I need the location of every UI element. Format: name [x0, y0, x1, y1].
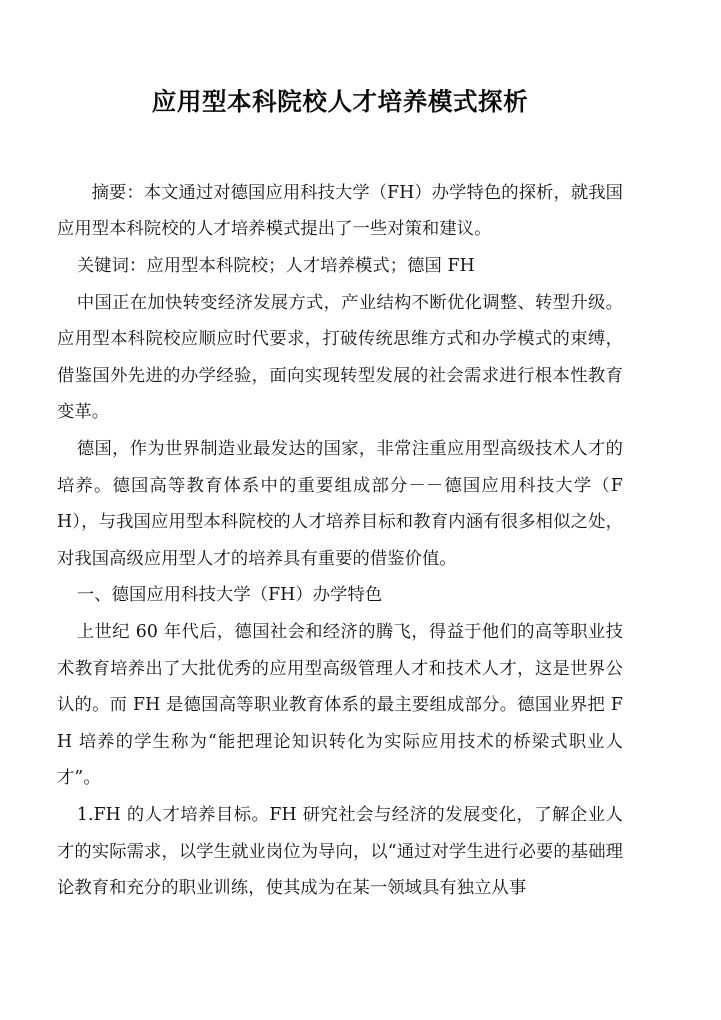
- document-body: [57, 0, 623, 907]
- abstract-paragraph: 摘要：本文通过对德国应用科技大学（FH）办学特色的探析，就我国应用型本科院校的人才培养模式提出了一些对策和建议。: [57, 182, 623, 240]
- body-paragraph-2: 德国，作为世界制造业最发达的国家，非常注重应用型高级技术人才的培养。德国高等教育体系中的重要组成部分－－德国应用科技大学（FH），与我国应用型本科院校的人才培养目标和教育内涵有很多相似之处，对我国高级应用型人才的培养具有重要的借鉴价值。: [57, 439, 623, 569]
- keywords-paragraph: 关键词：应用型本科院校；人才培养模式；德国 FH: [76, 256, 475, 277]
- subsection-paragraph-1: 1.FH 的人才培养目标。FH 研究社会与经济的发展变化，了解企业人才的实际需求，以学生就业岗位为导向，以“通过对学生进行必要的基础理论教育和充分的职业训练，使其成为在某一领域具有独立从事: [57, 804, 623, 899]
- section-heading-1: 一、德国应用科技大学（FH）办学特色: [76, 585, 383, 606]
- body-paragraph-3: 上世纪 60 年代后，德国社会和经济的腾飞，得益于他们的高等职业技术教育培养出了大批优秀的应用型高级管理人才和技术人才，这是世界公认的。而 FH 是德国高等职业教育体系的最主要组成部分。德国业界把 FH 培养的学生称为“能把理论知识转化为实际应用技术的桥梁式职业人才”。: [57, 621, 623, 789]
- body-paragraph-1: 中国正在加快转变经济发展方式，产业结构不断优化调整、转型升级。应用型本科院校应顺应时代要求，打破传统思维方式和办学模式的束缚，借鉴国外先进的办学经验，面向实现转型发展的社会需求进行根本性教育变革。: [57, 292, 623, 423]
- page-title: 应用型本科院校人才培养模式探析: [151, 87, 529, 116]
